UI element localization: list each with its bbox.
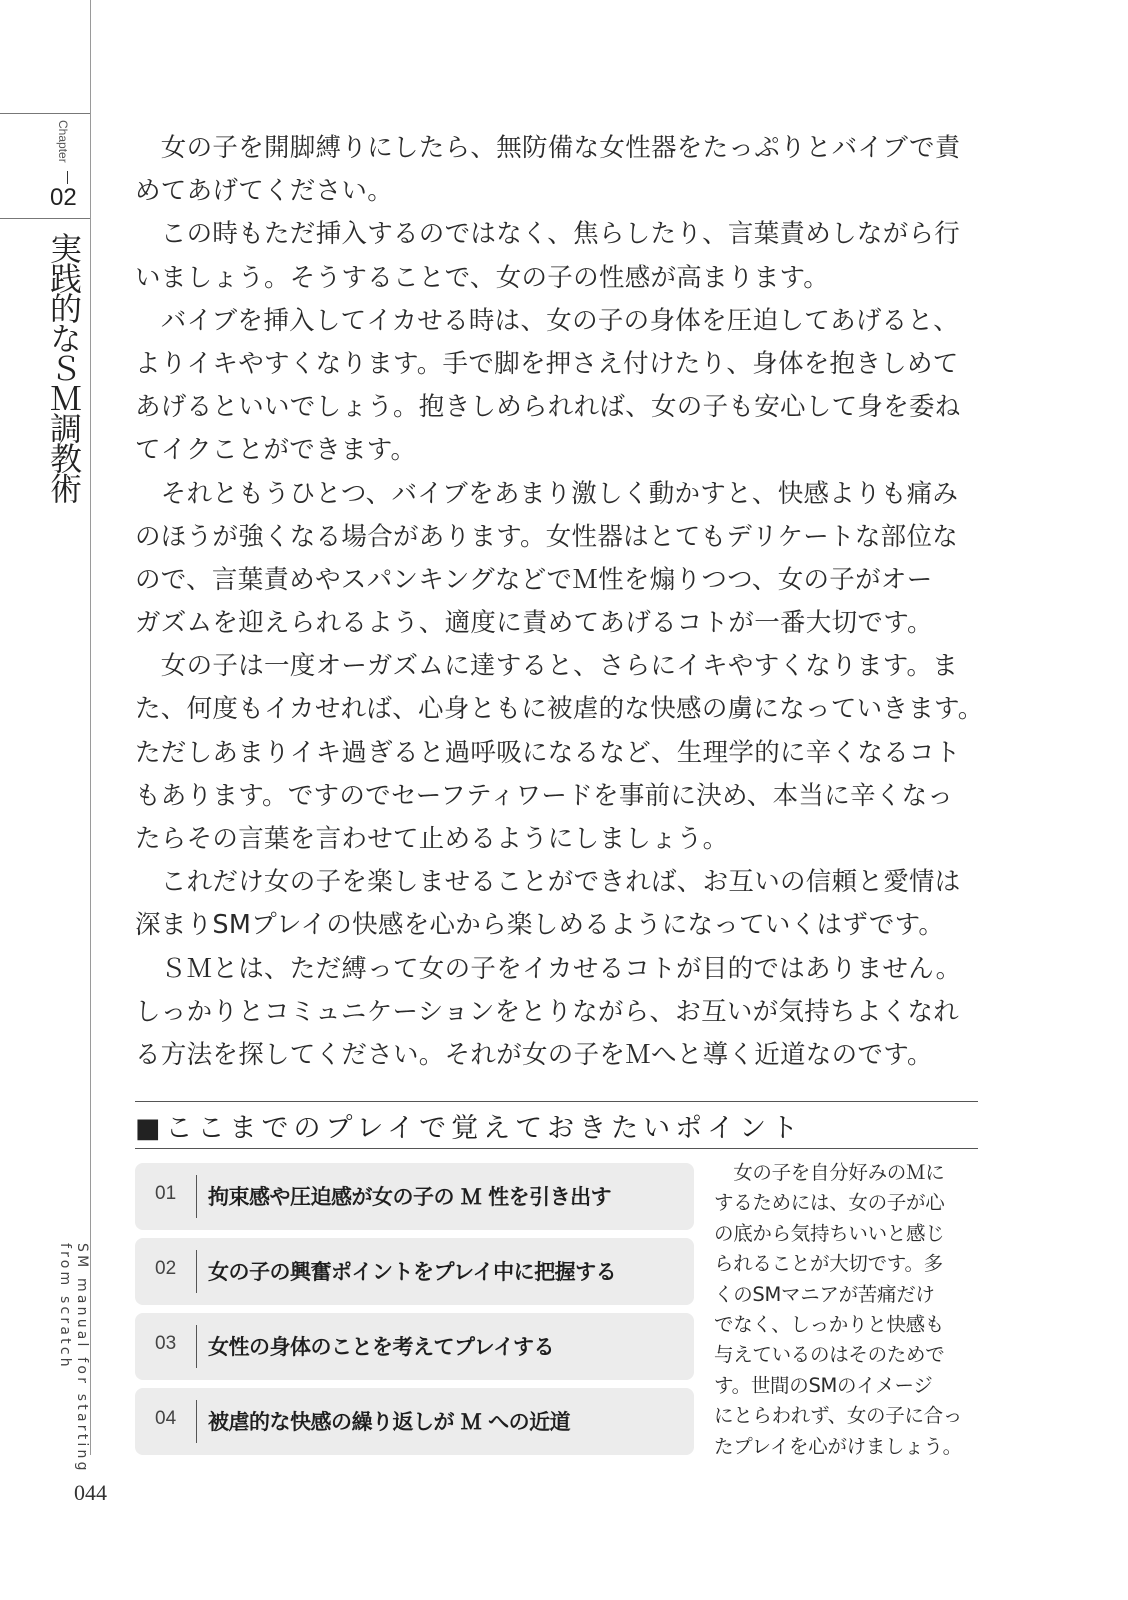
chapter-bottom-rule: [0, 218, 90, 219]
note-line: たプレイを心がけましょう。: [714, 1434, 962, 1458]
page-number: 044: [74, 1480, 107, 1505]
chapter-label: Chapter: [56, 120, 70, 163]
point-text: 拘束感や圧迫感が女の子の Ｍ 性を引き出す: [208, 1185, 612, 1209]
book-title-line1: SM manual for starting: [74, 1243, 90, 1474]
body-text: [135, 127, 985, 1077]
note-line: の底から気持ちいいと感じ: [714, 1221, 945, 1245]
body-line: てイクことができます。: [135, 435, 417, 466]
body-line: それともうひとつ、バイブをあまり激しく動かすと、快感よりも痛み: [135, 478, 959, 509]
point-number: 02: [155, 1258, 177, 1279]
point-text: 被虐的な快感の繰り返しが Ｍ への近道: [208, 1410, 571, 1434]
note-line: 女の子を自分好みのＭに: [714, 1161, 945, 1184]
body-line: ＳＭとは、ただ縛って女の子をイカせるコトが目的ではありません。: [135, 953, 962, 984]
point-item: [135, 1238, 694, 1305]
chapter-number: 02: [50, 184, 77, 211]
point-item: [135, 1313, 694, 1380]
body-line: た、何度もイカせれば、心身ともに被虐的な快感の虜になっていきます。: [135, 694, 984, 725]
book-title: [56, 1243, 90, 1474]
body-line: たらその言葉を言わせて止めるようにしましょう。: [135, 824, 729, 854]
points-top-rule: [135, 1101, 978, 1102]
body-line: のほうが強くなる場合があります。女性器はとてもデリケートな部位な: [135, 521, 959, 552]
body-line: ので、言葉責めやスパンキングなどでＭ性を煽りつつ、女の子がオー: [135, 564, 933, 595]
point-item: [135, 1388, 694, 1455]
chapter-top-rule: [0, 113, 90, 114]
point-number: 03: [155, 1333, 177, 1354]
body-line: いましょう。そうすることで、女の子の性感が高まります。: [135, 262, 830, 293]
note-line: にとらわれず、女の子に合っ: [714, 1404, 963, 1428]
note-line: られることが大切です。多: [714, 1252, 943, 1276]
body-line: めてあげてください。: [135, 176, 394, 207]
book-title-line2: from scratch: [57, 1243, 73, 1370]
points-bottom-rule: [135, 1148, 978, 1149]
body-line: る方法を探してください。それが女の子をＭへと導く近道なのです。: [135, 1039, 933, 1070]
point-text: 女性の身体のことを考えてプレイする: [208, 1335, 554, 1359]
body-line: しっかりとコミュニケーションをとりながら、お互いが気持ちよくなれ: [135, 996, 960, 1027]
side-note: [714, 1158, 984, 1462]
sidebar-divider: [90, 0, 91, 1455]
point-separator: [196, 1400, 197, 1443]
body-line: ガズムを迎えられるよう、適度に責めてあげるコトが一番大切です。: [135, 608, 933, 639]
point-number: 04: [155, 1408, 177, 1429]
point-separator: [196, 1250, 197, 1293]
point-separator: [196, 1175, 197, 1218]
body-line: 深まりSMプレイの快感を心から楽しめるようになっていくはずです。: [135, 910, 945, 941]
body-line: ただしあまりイキ過ぎると過呼吸になるなど、生理学的に辛くなるコト: [135, 737, 961, 768]
point-item: [135, 1163, 694, 1230]
body-line: あげるといいでしょう。抱きしめられれば、女の子も安心して身を委ね: [135, 392, 961, 423]
note-line: す。世間のSMのイメージ: [714, 1373, 933, 1397]
note-line: でなく、しっかりと快感も: [714, 1312, 945, 1336]
body-line: バイブを挿入してイカせる時は、女の子の身体を圧迫してあげると、: [135, 305, 960, 336]
note-line: くのSMマニアが苦痛だけ: [714, 1282, 935, 1306]
point-separator: [196, 1325, 197, 1368]
note-line: 与えているのはそのためで: [714, 1343, 945, 1367]
point-text: 女の子の興奮ポイントをプレイ中に把握する: [208, 1260, 617, 1284]
body-line: よりイキやすくなります。手で脚を押さえ付けたり、身体を抱きしめて: [135, 348, 959, 379]
body-line: これだけ女の子を楽しませることができれば、お互いの信頼と愛情は: [135, 867, 961, 898]
body-line: もあります。ですのでセーフティワードを事前に決め、本当に辛くなっ: [135, 780, 954, 811]
chapter-title: 実践的なＳＭ調教術: [45, 232, 83, 502]
body-line: 女の子を開脚縛りにしたら、無防備な女性器をたっぷりとバイブで責: [135, 133, 961, 163]
body-line: この時もただ挿入するのではなく、焦らしたり、言葉責めしながら行: [135, 219, 961, 250]
point-number: 01: [155, 1183, 177, 1204]
body-line: 女の子は一度オーガズムに達すると、さらにイキやすくなります。ま: [135, 651, 959, 682]
chapter-tick: [67, 171, 68, 184]
points-heading: ■ここまでのプレイで覚えておきたいポイント: [135, 1113, 804, 1144]
note-line: するためには、女の子が心: [714, 1191, 945, 1215]
